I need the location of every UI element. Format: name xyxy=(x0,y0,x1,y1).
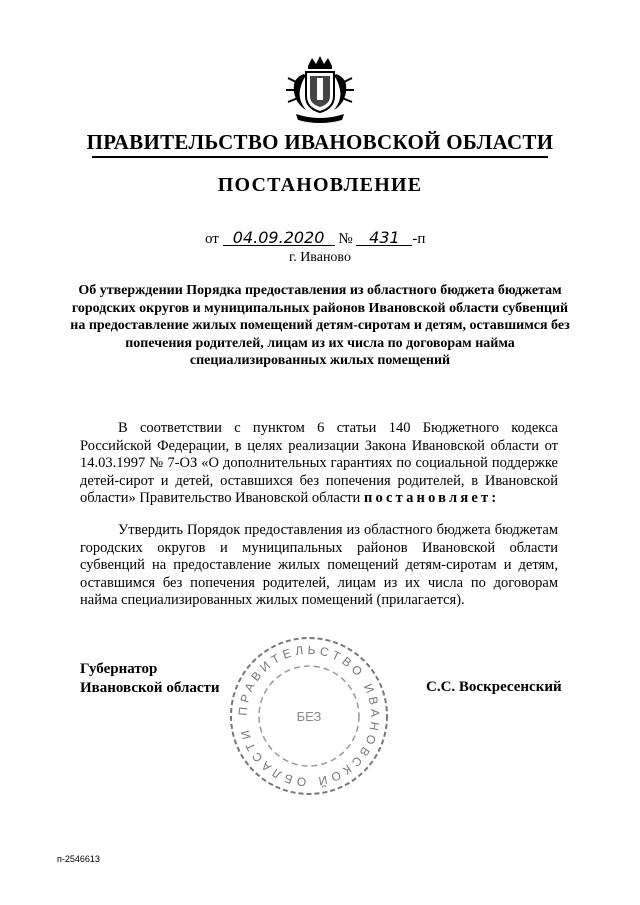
decree-paragraph: Утвердить Порядок предоставления из областного бюджета бюджетам городских округов и муниципальных районов Ивановской области субвенций на предоставление жилых помещений детям-сиротам и детям, оставшимся без попечения родителей, лицам из их числа по договорам найма специализированных жилых помещений (прилагается). xyxy=(80,522,558,608)
stamp-center-text: БЕЗ xyxy=(296,709,322,724)
document-title: Об утверждении Порядка предоставления из областного бюджета бюджетам городских округов и муниципальных районов Ивановской области субвенций на предоставление жилых помещений детям-сиротам и детям, оставшимся без попечения родителей, лицам из их числа по договорам найма специализированных жилых помещений xyxy=(70,283,570,368)
handwritten-number: 431 xyxy=(356,230,412,246)
date-number-line xyxy=(205,230,425,248)
footer-code: п-2546613 xyxy=(57,854,100,864)
official-stamp xyxy=(226,633,392,799)
date-prefix: от xyxy=(205,231,219,247)
document-type: ПОСТАНОВЛЕНИЕ xyxy=(217,174,423,196)
signatory-position xyxy=(80,660,220,698)
government-title: ПРАВИТЕЛЬСТВО ИВАНОВСКОЙ ОБЛАСТИ xyxy=(86,130,554,154)
decree-word: постановляет: xyxy=(363,490,500,506)
number-prefix: № xyxy=(338,231,353,247)
signatory-title-line2: Ивановской области xyxy=(80,680,220,696)
stamp-ring-text: ПРАВИТЕЛЬСТВО ИВАНОВСКОЙ ОБЛАСТИ xyxy=(235,642,383,790)
signatory-title-line1: Губернатор xyxy=(80,661,158,677)
number-suffix: -п xyxy=(412,231,426,247)
preamble-text: В соответствии с пунктом 6 статьи 140 Бюджетного кодекса Российской Федерации, в целях реализации Закона Ивановской области от 14.03.1997 № 7-ОЗ «О дополнительных гарантиях по социальной поддержке детей-сирот и детей, оставшихся без попечения родителей, в Ивановской области» Правительство Ивановской области xyxy=(80,420,558,506)
city: г. Иваново xyxy=(289,250,351,265)
handwritten-date: 04.09.2020 xyxy=(223,230,335,246)
coat-of-arms-emblem xyxy=(282,52,358,128)
signatory-name: С.С. Воскресенский xyxy=(426,679,562,695)
preamble-paragraph xyxy=(80,420,558,508)
title-underline xyxy=(92,156,548,158)
